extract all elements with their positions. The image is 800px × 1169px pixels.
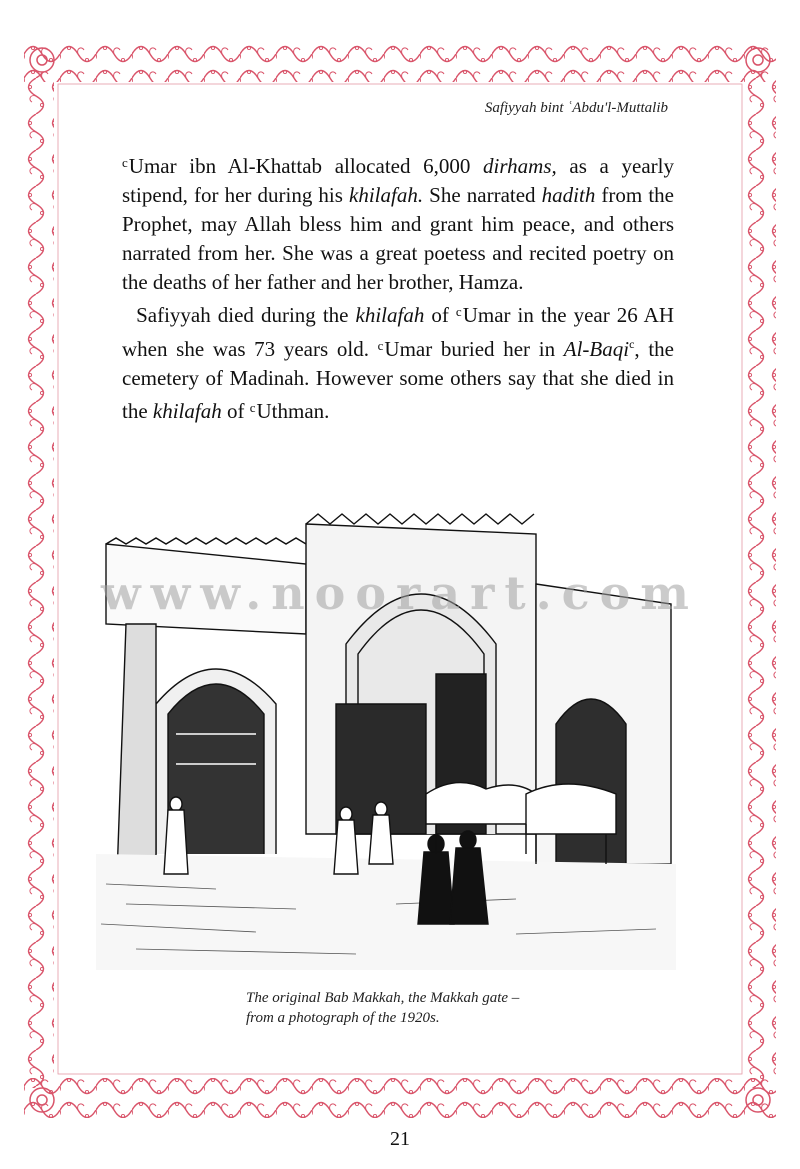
para2-part-6: , the cemetery of Madinah. However some others say that she died in the (122, 337, 674, 423)
para2-part-2: of (424, 303, 456, 327)
illustration-caption (246, 988, 519, 1028)
para1-part-3: khilafah. (349, 183, 424, 207)
caption-line-1: The original Bab Makkah, the Makkah gate – (246, 990, 520, 1006)
paragraph-2: Safiyyah died during the khilafah of $^c$Umar in the year 26 AH when she was 73 years old. $^c$Umar buried her in Al-Baqi$^c$, the cemetery of Madinah. However some others say that she died in the khilafah of $^c$Uthman. (122, 303, 674, 423)
para1-part-6: from the Prophet, may Allah bless him and grant him peace, and others narrated from her. She was a great poetess and recited poetry on the deaths of her father and her brother, Hamza. (122, 183, 674, 294)
para2-part-1: khilafah (355, 303, 425, 327)
para1-part-1: dirhams, (483, 154, 557, 178)
caption-line-2: from a photograph of the 1920s. (246, 1010, 440, 1026)
watermark-text: www.noorart.com (101, 566, 699, 620)
para2-part-7: khilafah (152, 399, 222, 423)
para2-part-0: Safiyyah died during the (136, 303, 356, 327)
body-text (122, 148, 674, 426)
para1-part-5: hadith (541, 183, 596, 207)
para1-part-4: She narrated (423, 183, 542, 207)
page-number: 21 (390, 1128, 410, 1150)
para2-part-8: of (221, 399, 250, 423)
para2-part-9: Uthman. (256, 399, 330, 423)
paragraph-1: $^c$Umar ibn Al-Khattab allocated 6,000 dirhams, as a yearly stipend, for her during his khilafah. She narrated hadith from the Prophet, may Allah bless him and grant him peace, and others narrated from her. She was a great poetess and recited poetry on the deaths of her father and her brother, Hamza. (122, 154, 674, 294)
para2-part-4: Umar buried her in (384, 337, 564, 361)
para2-part-3: Umar in the year 26 AH when she was 73 years old. (122, 303, 674, 361)
para1-part-0: Umar ibn Al-Khattab allocated 6,000 (128, 154, 484, 178)
para2-part-5: Al-Baqi (563, 337, 630, 361)
running-head: Safiyyah bint ʿAbdu'l-Muttalib (484, 100, 668, 116)
para1-part-2: as a yearly stipend, for her during his (122, 154, 674, 207)
